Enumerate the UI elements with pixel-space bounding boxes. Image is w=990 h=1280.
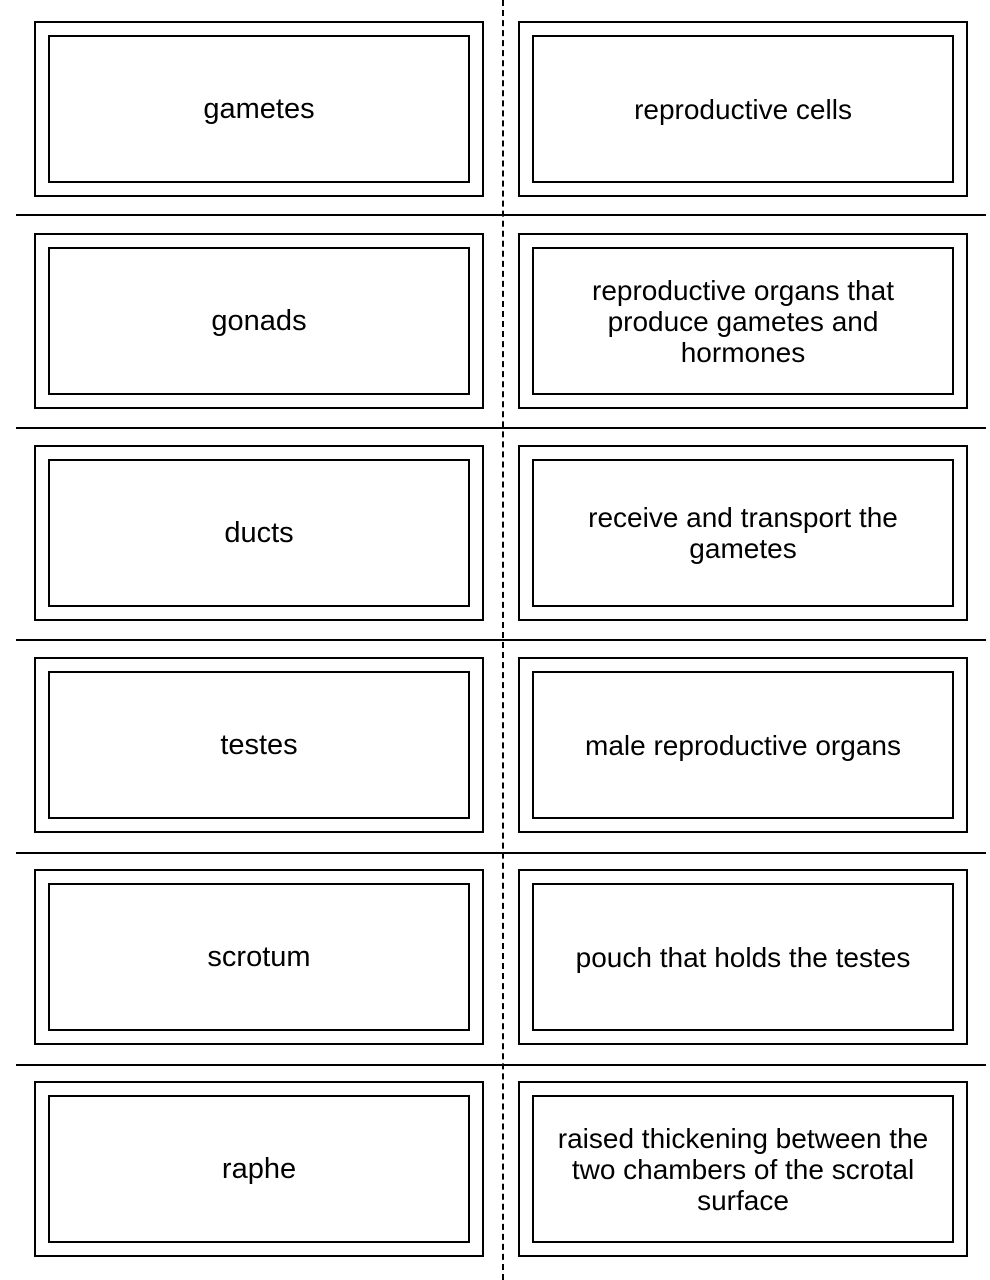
definition-card-inner	[532, 459, 954, 607]
term-text: ducts	[224, 517, 294, 549]
term-card	[34, 21, 484, 197]
term-card-inner	[48, 883, 470, 1031]
definition-card	[518, 657, 968, 833]
horizontal-cut-line	[16, 639, 986, 641]
term-card-inner	[48, 247, 470, 395]
definition-card	[518, 21, 968, 197]
horizontal-cut-line	[16, 1064, 986, 1066]
definition-card	[518, 869, 968, 1045]
term-card-inner	[48, 459, 470, 607]
term-card-inner	[48, 671, 470, 819]
term-card	[34, 657, 484, 833]
definition-card	[518, 233, 968, 409]
definition-card-inner	[532, 35, 954, 183]
term-card	[34, 233, 484, 409]
definition-card	[518, 445, 968, 621]
term-card-inner	[48, 35, 470, 183]
horizontal-cut-line	[16, 852, 986, 854]
definition-text: raised thickening between the two chambers of the scrotal surface	[557, 1122, 929, 1216]
definition-card-inner	[532, 247, 954, 395]
term-text: testes	[220, 729, 298, 761]
definition-text: reproductive organs that produce gametes and hormones	[592, 274, 894, 368]
term-card	[34, 1081, 484, 1257]
definition-text: receive and transport the gametes	[588, 502, 898, 564]
term-card-inner	[48, 1095, 470, 1243]
definition-text: male reproductive organs	[585, 729, 901, 761]
definition-card-inner	[532, 883, 954, 1031]
term-text: gametes	[203, 93, 315, 125]
definition-card-inner	[532, 1095, 954, 1243]
definition-text: pouch that holds the testes	[575, 941, 911, 973]
term-text: scrotum	[207, 941, 311, 973]
definition-text: reproductive cells	[634, 93, 852, 125]
term-text: gonads	[211, 305, 307, 337]
definition-card	[518, 1081, 968, 1257]
term-card	[34, 869, 484, 1045]
term-text: raphe	[221, 1153, 297, 1185]
definition-card-inner	[532, 671, 954, 819]
horizontal-cut-line	[16, 427, 986, 429]
horizontal-cut-line	[16, 214, 986, 216]
term-card	[34, 445, 484, 621]
